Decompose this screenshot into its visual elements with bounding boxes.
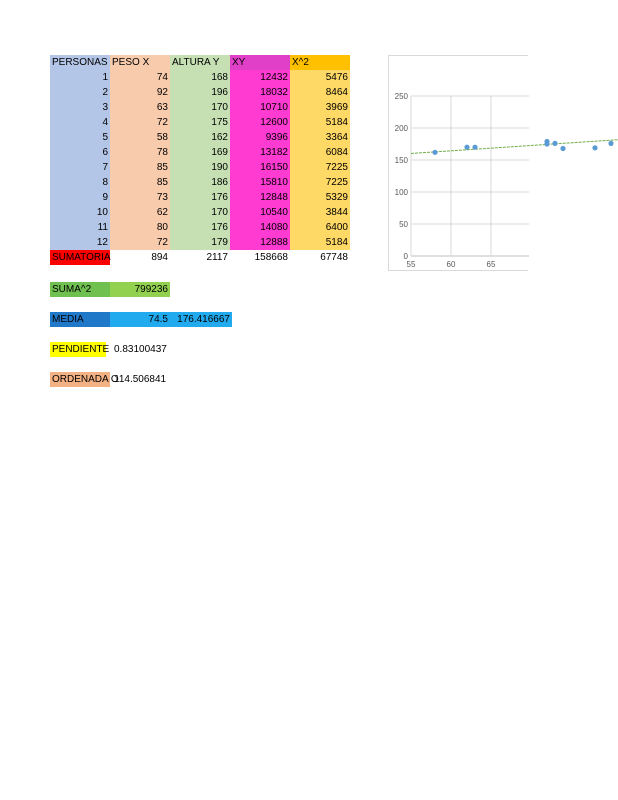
cell-peso[interactable]: 58 (110, 130, 170, 145)
sum-x2-cell[interactable]: 67748 (320, 252, 348, 263)
cell-peso[interactable]: 63 (110, 100, 170, 115)
cell-x2[interactable]: 7225 (290, 175, 350, 190)
y-tick-label: 50 (399, 220, 408, 229)
cell-persona[interactable]: 6 (50, 145, 110, 160)
cell-persona[interactable]: 8 (50, 175, 110, 190)
cell-persona[interactable]: 4 (50, 115, 110, 130)
cell-peso[interactable]: 72 (110, 115, 170, 130)
cell-x2[interactable]: 8464 (290, 85, 350, 100)
ordenada-label-cell[interactable]: ORDENADA O (52, 374, 119, 385)
cell-x2[interactable]: 5329 (290, 190, 350, 205)
data-point (608, 141, 613, 146)
media-y-cell[interactable]: 176.416667 (170, 312, 232, 327)
cell-altura[interactable]: 186 (170, 175, 230, 190)
cell-x2[interactable]: 5184 (290, 115, 350, 130)
cell-altura[interactable]: 170 (170, 205, 230, 220)
sum-altura-cell[interactable]: 2117 (206, 252, 228, 263)
trendline (411, 132, 618, 153)
ordenada-value-cell[interactable]: 114.506841 (114, 374, 167, 385)
cell-peso[interactable]: 74 (110, 70, 170, 85)
cell-altura[interactable]: 176 (170, 220, 230, 235)
cell-persona[interactable]: 12 (50, 235, 110, 250)
cell-xy[interactable]: 15810 (230, 175, 290, 190)
sum-peso-cell[interactable]: 894 (151, 252, 168, 263)
cell-x2[interactable]: 5184 (290, 235, 350, 250)
cell-x2[interactable]: 3844 (290, 205, 350, 220)
cell-x2[interactable]: 6084 (290, 145, 350, 160)
cell-xy[interactable]: 14080 (230, 220, 290, 235)
scatter-chart-svg (389, 56, 529, 272)
data-point (560, 146, 565, 151)
data-point (552, 141, 557, 146)
pendiente-value-cell[interactable]: 0.83100437 (114, 344, 167, 355)
y-tick-label: 100 (394, 188, 408, 197)
header-cell-peso-x[interactable]: PESO X (110, 55, 170, 70)
cell-x2[interactable]: 7225 (290, 160, 350, 175)
cell-persona[interactable]: 10 (50, 205, 110, 220)
x-tick-label: 65 (486, 260, 496, 269)
cell-altura[interactable]: 170 (170, 100, 230, 115)
cell-persona[interactable]: 3 (50, 100, 110, 115)
header-cell-xy[interactable]: XY (230, 55, 290, 70)
cell-altura[interactable]: 168 (170, 70, 230, 85)
cell-altura[interactable]: 176 (170, 190, 230, 205)
cell-x2[interactable]: 3969 (290, 100, 350, 115)
cell-xy[interactable]: 16150 (230, 160, 290, 175)
cell-peso[interactable]: 85 (110, 175, 170, 190)
scatter-chart[interactable] (388, 55, 528, 271)
cell-persona[interactable]: 1 (50, 70, 110, 85)
y-tick-label: 0 (403, 252, 408, 261)
cell-peso[interactable]: 92 (110, 85, 170, 100)
media-label-cell[interactable]: MEDIA (50, 312, 110, 327)
cell-peso[interactable]: 80 (110, 220, 170, 235)
cell-altura[interactable]: 179 (170, 235, 230, 250)
cell-persona[interactable]: 7 (50, 160, 110, 175)
x-tick-label: 55 (406, 260, 416, 269)
cell-xy[interactable]: 12848 (230, 190, 290, 205)
cell-persona[interactable]: 11 (50, 220, 110, 235)
cell-x2[interactable]: 6400 (290, 220, 350, 235)
cell-x2[interactable]: 5476 (290, 70, 350, 85)
cell-xy[interactable]: 13182 (230, 145, 290, 160)
header-cell-personas[interactable]: PERSONAS (50, 55, 110, 70)
cell-persona[interactable]: 5 (50, 130, 110, 145)
sum-xy-cell[interactable]: 158668 (254, 252, 288, 263)
data-point (544, 139, 549, 144)
cell-xy[interactable]: 18032 (230, 85, 290, 100)
cell-altura[interactable]: 196 (170, 85, 230, 100)
cell-xy[interactable]: 10710 (230, 100, 290, 115)
cell-x2[interactable]: 3364 (290, 130, 350, 145)
y-tick-label: 200 (394, 124, 408, 133)
y-tick-label: 150 (394, 156, 408, 165)
suma2-label-cell[interactable]: SUMA^2 (50, 282, 110, 297)
cell-persona[interactable]: 9 (50, 190, 110, 205)
suma2-value-cell[interactable]: 799236 (110, 282, 170, 297)
data-point (592, 145, 597, 150)
cell-peso[interactable]: 78 (110, 145, 170, 160)
cell-altura[interactable]: 162 (170, 130, 230, 145)
header-cell-x2[interactable]: X^2 (290, 55, 350, 70)
cell-xy[interactable]: 12432 (230, 70, 290, 85)
data-point (464, 145, 469, 150)
header-cell-altura-y[interactable]: ALTURA Y (170, 55, 230, 70)
data-point (432, 150, 437, 155)
cell-xy[interactable]: 12888 (230, 235, 290, 250)
cell-altura[interactable]: 175 (170, 115, 230, 130)
data-point (472, 145, 477, 150)
cell-persona[interactable]: 2 (50, 85, 110, 100)
y-tick-label: 250 (394, 92, 408, 101)
cell-peso[interactable]: 85 (110, 160, 170, 175)
cell-altura[interactable]: 190 (170, 160, 230, 175)
cell-peso[interactable]: 62 (110, 205, 170, 220)
cell-peso[interactable]: 72 (110, 235, 170, 250)
cell-xy[interactable]: 10540 (230, 205, 290, 220)
cell-xy[interactable]: 12600 (230, 115, 290, 130)
cell-altura[interactable]: 169 (170, 145, 230, 160)
cell-peso[interactable]: 73 (110, 190, 170, 205)
pendiente-label-cell[interactable]: PENDIENTE (52, 344, 110, 355)
cell-xy[interactable]: 9396 (230, 130, 290, 145)
media-x-cell[interactable]: 74.5 (110, 312, 170, 327)
sum-label-cell[interactable]: SUMATORIA (52, 252, 111, 263)
x-tick-label: 60 (446, 260, 456, 269)
